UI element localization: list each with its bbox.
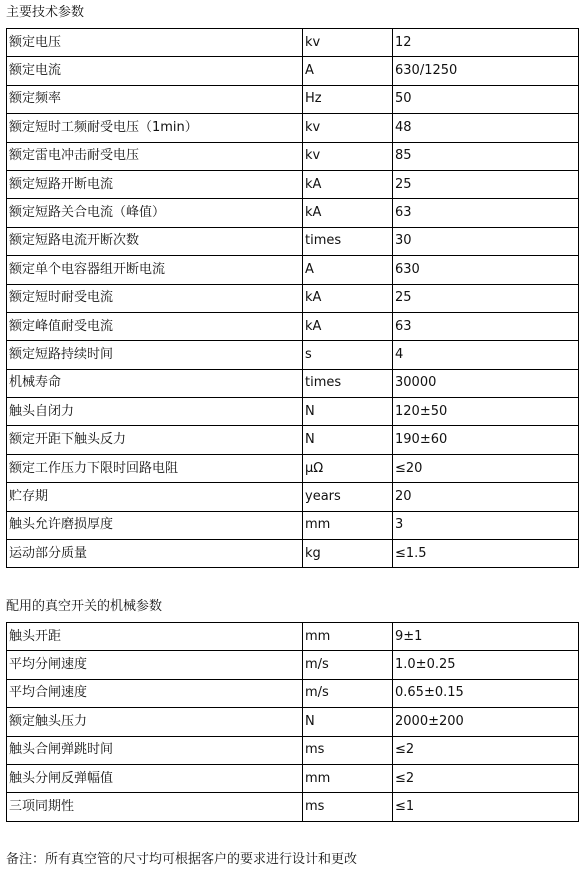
- value-cell: 30: [393, 227, 579, 255]
- value-cell: ≤2: [393, 764, 579, 792]
- param-name-cell: 额定雷电冲击耐受电压: [7, 142, 303, 170]
- value-cell: 120±50: [393, 398, 579, 426]
- param-name-cell: 额定峰值耐受电流: [7, 312, 303, 340]
- unit-cell: kg: [303, 540, 393, 568]
- main-specs-table-body: [7, 29, 579, 568]
- value-cell: 0.65±0.15: [393, 679, 579, 707]
- main-specs-table: [6, 28, 579, 568]
- param-name-cell: 触头自闭力: [7, 398, 303, 426]
- unit-cell: s: [303, 341, 393, 369]
- param-name-cell: 额定短路关合电流（峰值）: [7, 199, 303, 227]
- unit-cell: mm: [303, 623, 393, 651]
- param-name-cell: 贮存期: [7, 483, 303, 511]
- param-name-cell: 额定触头压力: [7, 708, 303, 736]
- table-row: [7, 312, 579, 340]
- value-cell: 4: [393, 341, 579, 369]
- param-name-cell: 平均分闸速度: [7, 651, 303, 679]
- table-row: [7, 708, 579, 736]
- param-name-cell: 额定短时耐受电流: [7, 284, 303, 312]
- param-name-cell: 额定工作压力下限时回路电阻: [7, 454, 303, 482]
- unit-cell: years: [303, 483, 393, 511]
- table-row: [7, 199, 579, 227]
- mechanical-params-table-body: [7, 623, 579, 822]
- table-row: [7, 454, 579, 482]
- table-row: [7, 114, 579, 142]
- unit-cell: mm: [303, 511, 393, 539]
- param-name-cell: 额定频率: [7, 85, 303, 113]
- value-cell: 63: [393, 312, 579, 340]
- param-name-cell: 触头允许磨损厚度: [7, 511, 303, 539]
- unit-cell: times: [303, 227, 393, 255]
- unit-cell: A: [303, 57, 393, 85]
- param-name-cell: 机械寿命: [7, 369, 303, 397]
- table-row: [7, 736, 579, 764]
- param-name-cell: 额定单个电容器组开断电流: [7, 256, 303, 284]
- table-row: [7, 29, 579, 57]
- value-cell: 20: [393, 483, 579, 511]
- table-row: [7, 511, 579, 539]
- value-cell: 630: [393, 256, 579, 284]
- value-cell: ≤2: [393, 736, 579, 764]
- param-name-cell: 触头分闸反弹幅值: [7, 764, 303, 792]
- value-cell: 50: [393, 85, 579, 113]
- value-cell: 630/1250: [393, 57, 579, 85]
- table-row: [7, 623, 579, 651]
- value-cell: 9±1: [393, 623, 579, 651]
- value-cell: 25: [393, 284, 579, 312]
- value-cell: ≤20: [393, 454, 579, 482]
- unit-cell: mm: [303, 764, 393, 792]
- param-name-cell: 额定短路开断电流: [7, 170, 303, 198]
- table-row: [7, 341, 579, 369]
- param-name-cell: 额定电流: [7, 57, 303, 85]
- value-cell: 1.0±0.25: [393, 651, 579, 679]
- unit-cell: μΩ: [303, 454, 393, 482]
- param-name-cell: 触头合闸弹跳时间: [7, 736, 303, 764]
- mechanical-params-table: [6, 622, 579, 822]
- value-cell: 190±60: [393, 426, 579, 454]
- param-name-cell: 触头开距: [7, 623, 303, 651]
- table-row: [7, 57, 579, 85]
- value-cell: 30000: [393, 369, 579, 397]
- param-name-cell: 额定短路持续时间: [7, 341, 303, 369]
- param-name-cell: 运动部分质量: [7, 540, 303, 568]
- value-cell: 85: [393, 142, 579, 170]
- param-name-cell: 额定短路电流开断次数: [7, 227, 303, 255]
- param-name-cell: 三项同期性: [7, 793, 303, 821]
- value-cell: 3: [393, 511, 579, 539]
- table-row: [7, 227, 579, 255]
- unit-cell: kv: [303, 29, 393, 57]
- unit-cell: kv: [303, 142, 393, 170]
- param-name-cell: 额定电压: [7, 29, 303, 57]
- value-cell: 63: [393, 199, 579, 227]
- unit-cell: ms: [303, 793, 393, 821]
- unit-cell: kA: [303, 199, 393, 227]
- unit-cell: N: [303, 708, 393, 736]
- table-row: [7, 398, 579, 426]
- param-name-cell: 额定开距下触头反力: [7, 426, 303, 454]
- table-row: [7, 483, 579, 511]
- table-row: [7, 170, 579, 198]
- unit-cell: m/s: [303, 651, 393, 679]
- value-cell: 25: [393, 170, 579, 198]
- value-cell: 2000±200: [393, 708, 579, 736]
- table-row: [7, 793, 579, 821]
- section-title-main-specs: 主要技术参数: [6, 5, 85, 20]
- value-cell: 12: [393, 29, 579, 57]
- section-title-mechanical-params: 配用的真空开关的机械参数: [6, 599, 163, 614]
- unit-cell: N: [303, 398, 393, 426]
- param-name-cell: 额定短时工频耐受电压（1min）: [7, 114, 303, 142]
- unit-cell: N: [303, 426, 393, 454]
- unit-cell: kA: [303, 312, 393, 340]
- unit-cell: kA: [303, 170, 393, 198]
- unit-cell: m/s: [303, 679, 393, 707]
- value-cell: ≤1: [393, 793, 579, 821]
- unit-cell: Hz: [303, 85, 393, 113]
- unit-cell: A: [303, 256, 393, 284]
- table-row: [7, 256, 579, 284]
- unit-cell: kv: [303, 114, 393, 142]
- table-row: [7, 85, 579, 113]
- value-cell: 48: [393, 114, 579, 142]
- table-row: [7, 764, 579, 792]
- param-name-cell: 平均合闸速度: [7, 679, 303, 707]
- unit-cell: ms: [303, 736, 393, 764]
- table-row: [7, 284, 579, 312]
- value-cell: ≤1.5: [393, 540, 579, 568]
- unit-cell: kA: [303, 284, 393, 312]
- table-row: [7, 369, 579, 397]
- table-row: [7, 679, 579, 707]
- table-row: [7, 426, 579, 454]
- table-row: [7, 142, 579, 170]
- unit-cell: times: [303, 369, 393, 397]
- table-row: [7, 540, 579, 568]
- footnote: 备注：所有真空管的尺寸均可根据客户的要求进行设计和更改: [6, 852, 358, 867]
- table-row: [7, 651, 579, 679]
